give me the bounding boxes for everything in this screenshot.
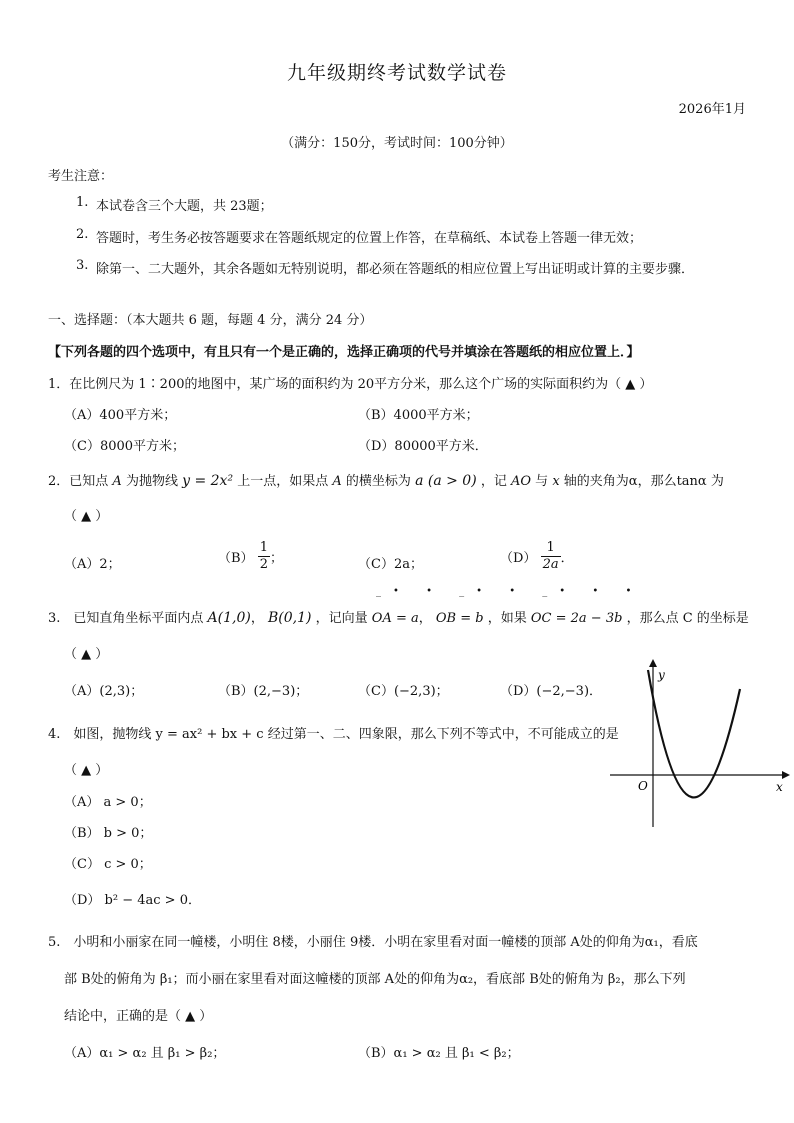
notice-item-2-num: 2. (76, 227, 89, 242)
q2-segment-ao: AO (510, 474, 532, 489)
question-2-option-a: （A）2； (64, 557, 121, 572)
x-axis-label: x (776, 780, 783, 794)
exam-date: 2026年1月 (678, 102, 746, 117)
q3-text-1: 3. 已知直角坐标平面内点 (48, 611, 204, 626)
question-5-line-2: 部 B处的俯角为 β₁；而小丽在家里看对面这幢楼的顶部 A处的仰角为α₂，看底部 B处的俯角为 β₂，那么下列 (64, 972, 686, 987)
page-title: 九年级期终考试数学试卷 (286, 62, 507, 84)
q3-point-b: B(0,1) (268, 610, 312, 626)
question-3-blank: （ ▲ ） (64, 647, 109, 662)
q3-text-4: ，那么点 C 的坐标是 (626, 611, 749, 626)
question-4-option-c: （C） c > 0； (64, 857, 152, 872)
y-axis-label: y (658, 668, 665, 682)
q2-text-1: 为抛物线 (125, 474, 178, 489)
x-axis-arrow (782, 771, 790, 779)
q2-b-den: 2 (259, 557, 268, 572)
question-3-option-c: （C）(−2,3)； (358, 684, 449, 699)
q3-point-a: A(1,0) (207, 610, 251, 626)
notice-heading: 考生注意： (48, 169, 114, 184)
question-4-stem: 4. 如图，抛物线 y = ax² + bx + c 经过第一、二、四象限，那么下列不等式中，不可能成立的是 (48, 727, 619, 742)
question-2-blank: （ ▲ ） (64, 509, 109, 524)
q2-text-5: 与 (535, 474, 549, 489)
question-1-option-c: （C）8000平方米； (64, 439, 186, 454)
q3-vector-oc: OC = 2a − 3b (530, 611, 623, 626)
q2-equation: y = 2x² (182, 473, 234, 489)
notice-item-3: 除第一、二大题外，其余各题如无特别说明，都必须在答题纸的相应位置上写出证明或计算的主要步骤． (96, 262, 695, 277)
question-3-option-a: （A）(2,3)； (64, 684, 144, 699)
notice-item-3-num: 3. (76, 258, 89, 273)
q2-d-den: 2a (542, 557, 559, 572)
question-3-stem: 3. 已知直角坐标平面内点 A(1,0)， B(0,1) ，记向量 OA = a， OB = b ，如果 OC = 2a − 3b ，那么点 C 的坐标是 (48, 610, 749, 626)
q2-text-6: 轴的夹角为α，那么tanα 为 (563, 474, 724, 489)
q2-num: 2．已知点 (48, 474, 109, 489)
origin-label: O (638, 779, 648, 793)
question-5-line-3: 结论中，正确的是（ ▲ ） (64, 1009, 213, 1024)
question-2-option-c: （C）2a； (358, 557, 423, 572)
question-2-stem (48, 470, 724, 489)
question-4-option-b: （B） b > 0； (64, 826, 153, 841)
q2-d-label: （D） (500, 551, 537, 566)
q2-point-a-2: A (332, 474, 342, 489)
y-axis-arrow (649, 659, 657, 667)
q3-vector-ob: OB = b (435, 611, 484, 626)
question-5-line-1: 5. 小明和小丽家在同一幢楼，小明住 8楼，小丽住 9楼．小明在家里看对面一幢楼的顶部 A处的仰角为α₁，看底 (48, 935, 698, 950)
exam-meta: （满分：150分，考试时间：100分钟） (281, 136, 513, 151)
question-1-option-a: （A）400平方米； (64, 408, 177, 423)
q3-text-3: ，如果 (487, 611, 527, 626)
question-4-option-d: （D） b² − 4ac > 0． (64, 893, 201, 908)
q2-text-2: 上一点，如果点 (237, 474, 329, 489)
notice-item-1-num: 1. (76, 195, 89, 210)
q2-abscissa: a (a > 0) (415, 473, 477, 489)
q2-b-fraction (258, 540, 270, 573)
q2-text-3: 的横坐标为 (345, 474, 411, 489)
q2-d-fraction (541, 540, 561, 573)
q3-vector-oa: OA = a (371, 611, 419, 626)
question-4-blank: （ ▲ ） (64, 763, 109, 778)
q2-b-label: （B） (218, 551, 254, 566)
question-5-option-b: （B）α₁ > α₂ 且 β₁ < β₂； (358, 1046, 520, 1061)
question-2-option-d: （D） $\frac{1}{2a}$ ． (500, 540, 574, 572)
notice-item-2: 答题时，考生务必按答题要求在答题纸规定的位置上作答，在草稿纸、本试卷上答题一律无效； (96, 231, 643, 246)
question-5-option-a: （A）α₁ > α₂ 且 β₁ > β₂； (64, 1046, 226, 1061)
question-3-option-b: （B）(2,−3)； (218, 684, 309, 699)
question-2-option-b: （B） $\frac{1}{2}$ ； (218, 540, 283, 572)
question-3-option-d: （D）(−2,−3)． (500, 684, 603, 699)
notice-item-1: 本试卷含三个大题，共 23题； (96, 199, 273, 214)
q3-text-2: ，记向量 (315, 611, 368, 626)
parabola-graph (610, 655, 790, 835)
q2-d-num: 1 (541, 540, 561, 557)
section-instruction: 【下列各题的四个选项中，有且只有一个是正确的，选择正确项的代号并填涂在答题纸的相应位置上．】 (48, 345, 640, 360)
vector-mark-dots: _• • _• • _• • • (376, 586, 644, 597)
q2-b-num: 1 (259, 540, 268, 555)
q2-axis-x: x (552, 474, 560, 489)
question-1-option-d: （D）80000平方米． (358, 439, 488, 454)
question-1-option-b: （B）4000平方米； (358, 408, 479, 423)
q2-point-a: A (112, 474, 122, 489)
parabola-curve (648, 670, 740, 797)
question-4-option-a: （A） a > 0； (64, 795, 152, 810)
section-heading: 一、选择题：（本大题共 6 题，每题 4 分，满分 24 分） (48, 313, 373, 328)
question-1-stem: 1．在比例尺为 1∶200的地图中，某广场的面积约为 20平方分米，那么这个广场的实际面积约为（ ▲ ） (48, 377, 653, 392)
q2-text-4: ，记 (480, 474, 507, 489)
